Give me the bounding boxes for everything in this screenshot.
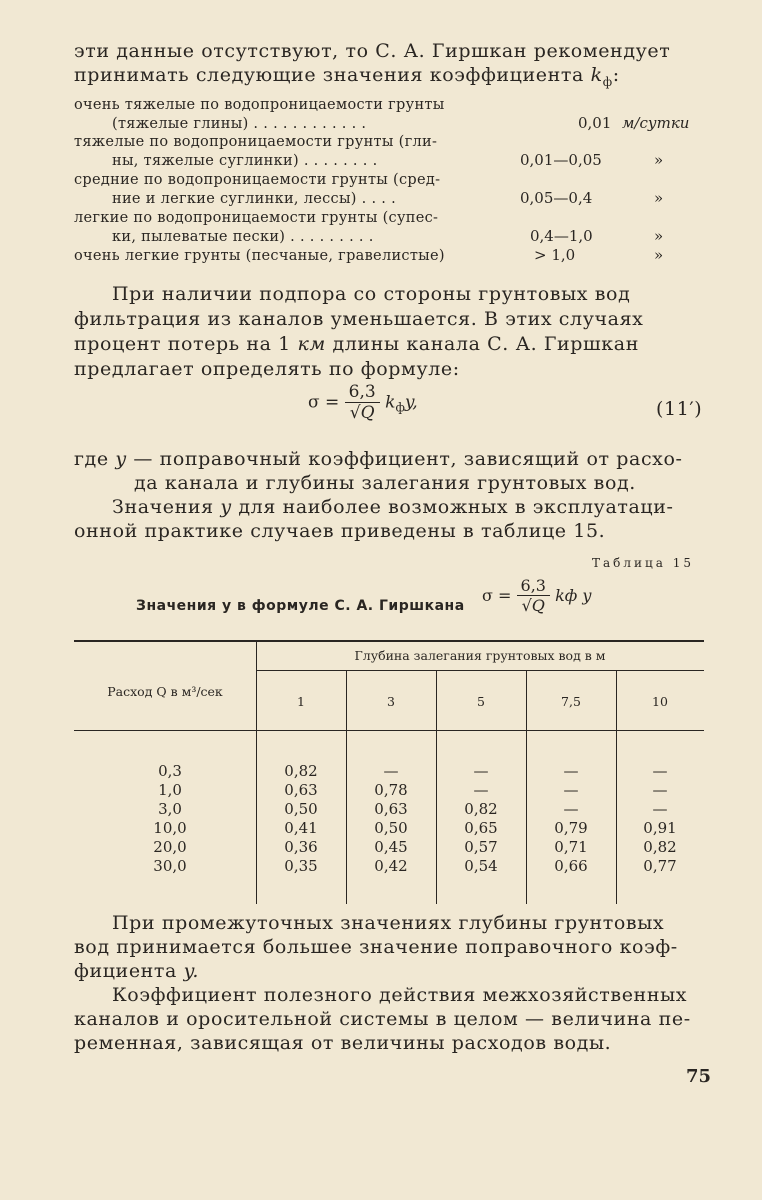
cell-q: 1,0 <box>158 781 182 799</box>
table-vline-0 <box>256 642 257 904</box>
cell: 0,35 <box>284 857 318 875</box>
para2-line-1 <box>112 496 674 518</box>
soil-0-line-2: (тяжелые глины) . . . . . . . . . . . . <box>112 116 367 132</box>
table-formula-numerator: 6,3 <box>520 576 546 595</box>
cell: 0,66 <box>554 857 588 875</box>
soil-0-line-1: очень тяжелые по водопроницаемости грунты <box>74 97 445 113</box>
cell: 0,42 <box>374 857 408 875</box>
table-formula-lhs: σ = <box>482 586 512 605</box>
soil-3-value: 0,4—1,0 <box>530 227 593 245</box>
soil-0-value: 0,01 <box>578 114 612 132</box>
formula-k-sub: ф <box>395 400 405 415</box>
table-title: Значения y в формуле С. А. Гиршкана <box>136 598 465 614</box>
para1-line-3a: процент потерь на 1 <box>74 333 291 355</box>
soil-1-line-1: тяжелые по водопроницаемости грунты (гли- <box>74 134 438 150</box>
cell: 0,65 <box>464 819 498 837</box>
cell: 0,78 <box>374 781 408 799</box>
cell: — <box>652 800 668 818</box>
table-group-rule <box>256 670 704 671</box>
cell: 0,50 <box>374 819 408 837</box>
table-formula-fraction <box>517 576 550 615</box>
cell: 0,77 <box>643 857 677 875</box>
cell: 0,79 <box>554 819 588 837</box>
cell: 0,45 <box>374 838 408 856</box>
para4-line-3: ременная, зависящая от величины расходов воды. <box>74 1032 612 1054</box>
para2-line-1a: Значения <box>112 496 214 518</box>
formula-fraction <box>345 382 380 423</box>
intro-line-1: эти данные отсутствуют, то С. А. Гиршкан рекомендует <box>74 40 671 62</box>
table-caption: Таблица 15 <box>592 556 694 570</box>
para3-line-3a: фициента <box>74 960 177 982</box>
soil-2-unit: » <box>654 189 664 207</box>
table-title-formula <box>482 576 591 615</box>
cell: — <box>563 781 579 799</box>
cell: 0,36 <box>284 838 318 856</box>
cell: 0,50 <box>284 800 318 818</box>
soil-3-line-2: ки, пылеватые пески) . . . . . . . . . <box>112 229 374 245</box>
where-line-1 <box>74 448 683 470</box>
table-formula-denominator: √Q <box>517 595 550 615</box>
para3-line-1: При промежуточных значениях глубины грунтовых <box>112 912 665 934</box>
soil-3-line-1: легкие по водопроницаемости грунты (супес- <box>74 210 439 226</box>
cell: — <box>563 762 579 780</box>
header-depth-7-5: 7,5 <box>561 694 581 709</box>
soil-4-unit: » <box>654 246 664 264</box>
where-y: y <box>115 448 127 470</box>
soil-2-line-2: ние и легкие суглинки, лессы) . . . . <box>112 191 397 207</box>
cell: — <box>652 762 668 780</box>
header-depth-group: Глубина залегания грунтовых вод в м <box>354 648 606 663</box>
cell: — <box>563 800 579 818</box>
header-depth-10: 10 <box>652 694 668 709</box>
kf-subscript: ф <box>602 74 613 89</box>
soil-0-unit: м/сутки <box>622 114 690 132</box>
soil-4-value: > 1,0 <box>534 246 576 264</box>
cell-q: 3,0 <box>158 800 182 818</box>
cell: 0,41 <box>284 819 318 837</box>
cell: — <box>473 781 489 799</box>
cell: 0,91 <box>643 819 677 837</box>
formula-11 <box>308 382 418 423</box>
cell: 0,71 <box>554 838 588 856</box>
km-unit: км <box>297 333 326 355</box>
where-line-2: да канала и глубины залегания грунтовых вод. <box>134 472 636 494</box>
para4-line-2: каналов и оросительной системы в целом — величина пе- <box>74 1008 691 1030</box>
para2-line-2: онной практике случаев приведены в таблице 15. <box>74 520 606 542</box>
formula-k: k <box>385 392 396 413</box>
header-depth-3: 3 <box>387 694 395 709</box>
cell: — <box>652 781 668 799</box>
intro-line-2 <box>74 64 620 89</box>
cell: 0,63 <box>284 781 318 799</box>
para1-line-4: предлагает определять по формуле: <box>74 358 460 380</box>
cell-q: 30,0 <box>153 857 187 875</box>
para1-line-1: При наличии подпора со стороны грунтовых вод <box>112 283 631 305</box>
formula-y: y, <box>404 392 418 413</box>
cell: — <box>383 762 399 780</box>
soil-4-line-1: очень легкие грунты (песчаные, гравелистые) <box>74 248 445 264</box>
kf-symbol: k <box>590 64 603 86</box>
formula-label: (11′) <box>656 398 703 420</box>
header-depth-1: 1 <box>297 694 305 709</box>
cell: 0,82 <box>284 762 318 780</box>
header-depth-5: 5 <box>477 694 485 709</box>
soil-2-line-1: средние по водопроницаемости грунты (сред- <box>74 172 441 188</box>
header-discharge: Расход Q в м³/сек <box>107 684 223 699</box>
para1-line-3 <box>74 333 639 355</box>
para3-line-2: вод принимается большее значение поправочного коэф- <box>74 936 678 958</box>
intro-line-2-text: принимать следующие значения коэффициента <box>74 64 584 86</box>
table-header-rule <box>74 730 704 731</box>
para2-line-1b: для наиболее возможных в эксплуатаци- <box>238 496 674 518</box>
cell-q: 20,0 <box>153 838 187 856</box>
formula-denominator: √Q <box>345 402 380 423</box>
cell: 0,82 <box>643 838 677 856</box>
cell: 0,57 <box>464 838 498 856</box>
cell-q: 0,3 <box>158 762 182 780</box>
cell: 0,63 <box>374 800 408 818</box>
soil-1-value: 0,01—0,05 <box>520 151 602 169</box>
para3-line-3 <box>74 960 199 982</box>
page-number: 75 <box>686 1066 712 1087</box>
cell: 0,82 <box>464 800 498 818</box>
formula-lhs: σ = <box>308 392 340 413</box>
para1-line-2: фильтрация из каналов уменьшается. В этих случаях <box>74 308 644 330</box>
cell: 0,54 <box>464 857 498 875</box>
para3-y: y. <box>183 960 200 982</box>
formula-numerator: 6,3 <box>348 382 376 402</box>
soil-3-unit: » <box>654 227 664 245</box>
soil-2-value: 0,05—0,4 <box>520 189 593 207</box>
cell-q: 10,0 <box>153 819 187 837</box>
where-line-1a: где <box>74 448 109 470</box>
soil-1-line-2: ны, тяжелые суглинки) . . . . . . . . <box>112 153 378 169</box>
table-formula-rhs: kф y <box>555 586 592 605</box>
cell: — <box>473 762 489 780</box>
soil-1-unit: » <box>654 151 664 169</box>
para2-y: y <box>220 496 232 518</box>
where-line-1b: — поправочный коэффициент, зависящий от расхо- <box>133 448 683 470</box>
table-top-rule <box>74 640 704 642</box>
para1-line-3b: длины канала С. А. Гиршкан <box>332 333 639 355</box>
para4-line-1: Коэффициент полезного действия межхозяйственных <box>112 984 688 1006</box>
intro-colon: : <box>612 64 620 86</box>
